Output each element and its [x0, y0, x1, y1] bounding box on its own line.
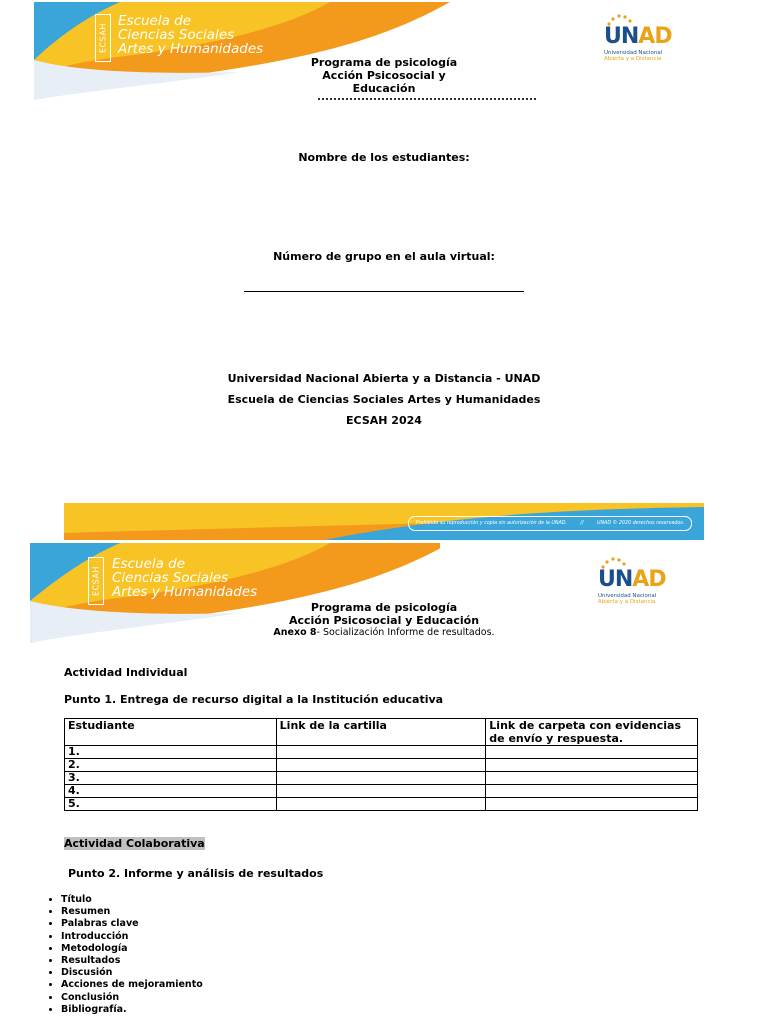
table-cell[interactable] [276, 759, 486, 772]
point2-title: Punto 2. Informe y análisis de resultados [68, 867, 324, 880]
year-label: ECSAH 2024 [346, 414, 422, 427]
table-cell[interactable] [276, 798, 486, 811]
table-row: 3. [65, 772, 698, 785]
table-row: 5. [65, 798, 698, 811]
table-cell[interactable] [276, 772, 486, 785]
point1-title: Punto 1. Entrega de recurso digital a la Institución educativa [64, 693, 444, 706]
header-carpeta: Link de carpeta con evidencias de envío y respuesta. [486, 719, 698, 746]
page1-header: Programa de psicología Acción Psicosocial y Educación [310, 56, 458, 95]
annex-line: Anexo 8- Socialización Informe de resultados. [273, 627, 495, 638]
list-item: • Palabras clave [61, 918, 203, 930]
footer-notice: Prohibida su reproducción y copia sin autorización de la UNAD. // UNAD © 2020 derechos reservados. [408, 516, 692, 531]
ecsah-mark-2: ECSAH [88, 557, 104, 605]
table-cell[interactable] [486, 772, 698, 785]
logo-subtitle: Universidad Nacional Abierta y a Distancia [604, 50, 663, 62]
list-item: • Introducción [61, 931, 203, 943]
list-item: • Conclusión [61, 992, 203, 1004]
list-item: • Bibliografía. [61, 1004, 203, 1016]
table-cell[interactable] [486, 785, 698, 798]
table-row: 2. [65, 759, 698, 772]
table-cell[interactable] [486, 759, 698, 772]
list-item: • Metodología [61, 943, 203, 955]
table-cell[interactable] [276, 746, 486, 759]
ecsah-mark: ECSAH [95, 14, 111, 62]
list-item: • Acciones de mejoramiento [61, 979, 203, 991]
logo-subtitle-2: Universidad Nacional Abierta y a Distancia [598, 593, 657, 605]
group-line [244, 291, 524, 292]
brand-text-2: Escuela de Ciencias Sociales Artes y Humanidades [112, 556, 258, 600]
logo-word: UNAD [604, 24, 672, 49]
table-header-row [65, 719, 698, 746]
page2-header: Programa de psicología Acción Psicosocial y Educación [288, 601, 480, 627]
group-label: Número de grupo en el aula virtual: [273, 250, 495, 263]
table-cell[interactable] [486, 746, 698, 759]
brand-text: Escuela de Ciencias Sociales Artes y Humanidades [118, 13, 264, 57]
list-item: • Título [61, 894, 203, 906]
report-sections-list [44, 894, 203, 1016]
table-cell[interactable] [276, 785, 486, 798]
collab-title: Actividad Colaborativa [64, 837, 205, 850]
table-row: 1. [65, 746, 698, 759]
students-label: Nombre de los estudiantes: [298, 151, 470, 164]
unad-logo [604, 14, 684, 62]
table-row: 4. [65, 785, 698, 798]
results-table [64, 718, 698, 811]
school-name: Escuela de Ciencias Sociales Artes y Humanidades [227, 393, 541, 406]
individual-title: Actividad Individual [64, 666, 188, 679]
header-student: Estudiante [65, 719, 277, 746]
header-cartilla: Link de la cartilla [276, 719, 486, 746]
table-cell[interactable] [486, 798, 698, 811]
logo-word-2: UNAD [598, 567, 666, 592]
list-item: • Resultados [61, 955, 203, 967]
unad-logo-2 [598, 557, 678, 605]
list-item: • Discusión [61, 967, 203, 979]
list-item: • Resumen [61, 906, 203, 918]
university-name: Universidad Nacional Abierta y a Distancia - UNAD [227, 372, 541, 385]
header-cut-text [318, 98, 536, 103]
